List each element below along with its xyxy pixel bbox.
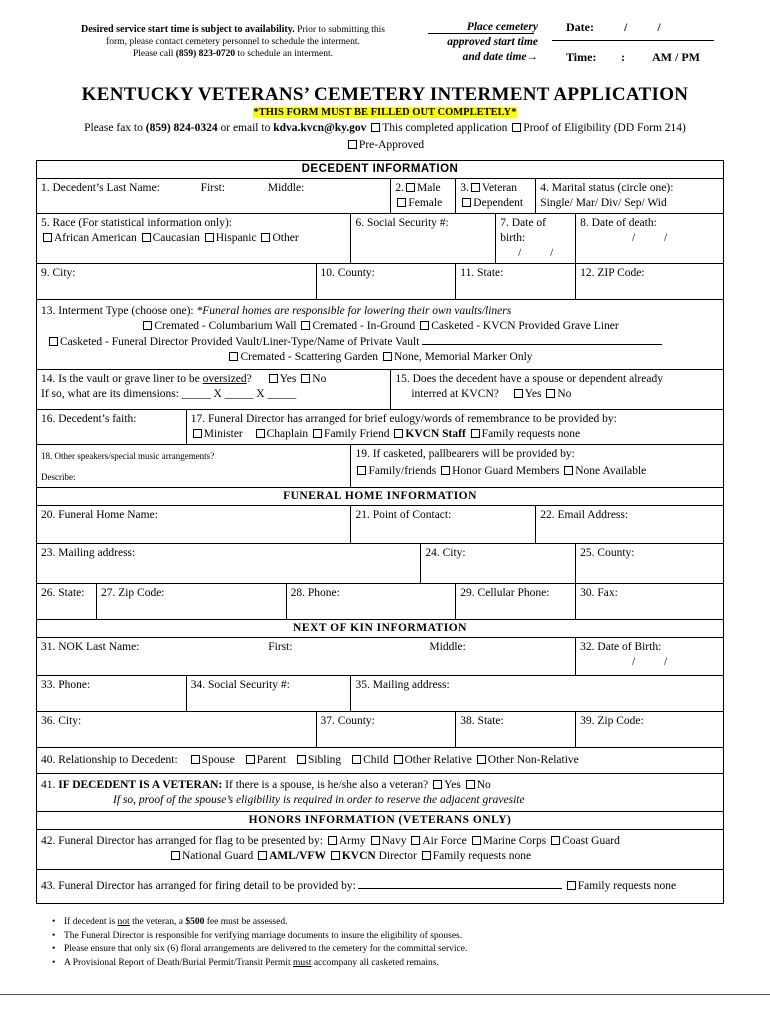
flag-kvcn-director-checkbox[interactable] <box>331 851 340 860</box>
decedent-city-field[interactable]: 9. City: <box>37 264 317 300</box>
flag-coast-guard-checkbox[interactable] <box>551 836 560 845</box>
place-cemetery-note: Place cemetery approved start time and date time→ <box>447 21 538 63</box>
time-label: Time: <box>566 50 597 64</box>
flag-navy-checkbox[interactable] <box>371 836 380 845</box>
ssn-field[interactable]: 6. Social Security #: <box>351 214 496 264</box>
flag-national-guard-checkbox[interactable] <box>171 851 180 860</box>
decedent-name-field[interactable]: 1. Decedent’s Last Name: First: Middle: <box>37 179 391 214</box>
flag-presentation-field: 42. Funeral Director has arranged for flag to be presented by: Army Navy Air Force Marine Corps Coast Guard National Guard AML/VFW KVCN Director Family requests none <box>37 830 724 870</box>
eulogy-chaplain-checkbox[interactable] <box>256 429 265 438</box>
flag-aml-vfw-checkbox[interactable] <box>258 851 267 860</box>
other-speakers-field[interactable]: 18. Other speakers/special music arrangements? Describe: <box>37 445 351 488</box>
nok-name-field[interactable]: 31. NOK Last Name: First: Middle: <box>37 638 576 676</box>
oversized-yes-checkbox[interactable] <box>269 374 278 383</box>
relationship-other-non-relative-checkbox[interactable] <box>477 755 486 764</box>
firing-detail-field: 43. Funeral Director has arranged for firing detail to be provided by: Family requests none <box>37 870 724 904</box>
spouse-interred-no-checkbox[interactable] <box>546 389 555 398</box>
spouse-interred-field: 15. Does the decedent have a spouse or dependent already interred at KVCN? Yes No <box>391 370 724 410</box>
nok-date-of-birth-field[interactable]: 32. Date of Birth: / / <box>576 638 724 676</box>
funeral-cell-phone-field[interactable]: 29. Cellular Phone: <box>456 584 576 620</box>
funeral-mailing-address-field[interactable]: 23. Mailing address: <box>37 544 421 584</box>
relationship-spouse-checkbox[interactable] <box>191 755 200 764</box>
funeral-email-field[interactable]: 22. Email Address: <box>536 506 724 544</box>
race-field: 5. Race (For statistical information only): African American Caucasian Hispanic Other <box>37 214 351 264</box>
spouse-veteran-field: 41. IF DECEDENT IS A VETERAN: If there is a spouse, is he/she also a veteran? Yes No If so, proof of the spouse’s eligibility is required in order to reserve the adjacent gravesite <box>37 774 724 812</box>
race-other-checkbox[interactable] <box>261 233 270 242</box>
honors-section-header: HONORS INFORMATION (VETERANS ONLY) <box>37 812 724 830</box>
flag-army-checkbox[interactable] <box>328 836 337 845</box>
decedent-county-field[interactable]: 10. County: <box>316 264 456 300</box>
spouse-veteran-no-checkbox[interactable] <box>466 780 475 789</box>
cremated-columbarium-checkbox[interactable] <box>143 321 152 330</box>
nok-state-field[interactable]: 38. State: <box>456 712 576 748</box>
eulogy-minister-checkbox[interactable] <box>193 429 202 438</box>
relationship-field: 40. Relationship to Decedent: Spouse Parent Sibling Child Other Relative Other Non-Relative <box>37 748 724 774</box>
memorial-marker-only-checkbox[interactable] <box>383 352 392 361</box>
pallbearers-honor-guard-checkbox[interactable] <box>441 466 450 475</box>
completed-application-checkbox[interactable] <box>371 123 380 132</box>
flag-marine-corps-checkbox[interactable] <box>472 836 481 845</box>
notes-list <box>64 916 467 970</box>
sex-field: 2. Male Female <box>391 179 456 214</box>
relationship-parent-checkbox[interactable] <box>246 755 255 764</box>
spouse-veteran-yes-checkbox[interactable] <box>433 780 442 789</box>
relationship-child-checkbox[interactable] <box>352 755 361 764</box>
race-hispanic-checkbox[interactable] <box>205 233 214 242</box>
firing-family-requests-none-checkbox[interactable] <box>567 881 576 890</box>
date-label: Date: <box>566 20 594 34</box>
funeral-city-field[interactable]: 24. City: <box>421 544 576 584</box>
place-divider <box>428 33 534 34</box>
dependent-checkbox[interactable] <box>462 198 471 207</box>
funeral-state-field[interactable]: 26. State: <box>37 584 97 620</box>
decedent-section-header: DECEDENT INFORMATION <box>37 161 724 179</box>
eulogy-kvcn-staff-checkbox[interactable] <box>394 429 403 438</box>
eulogy-family-requests-none-checkbox[interactable] <box>471 429 480 438</box>
pallbearers-family-checkbox[interactable] <box>357 466 366 475</box>
funeral-home-section-header: FUNERAL HOME INFORMATION <box>37 488 724 506</box>
race-caucasian-checkbox[interactable] <box>142 233 151 242</box>
private-vault-name-line[interactable] <box>422 334 662 345</box>
availability-notice: Desired service start time is subject to availability. Prior to submitting this form, please contact cemetery personnel to schedule the interment. Please call (859) 823-0720 to schedule an interment. <box>81 24 385 59</box>
next-of-kin-section-header: NEXT OF KIN INFORMATION <box>37 620 724 638</box>
flag-air-force-checkbox[interactable] <box>411 836 420 845</box>
race-african-american-checkbox[interactable] <box>43 233 52 242</box>
note-fee: • If decedent is not the veteran, a $500 fee must be assessed. <box>64 916 467 930</box>
funeral-home-name-field[interactable]: 20. Funeral Home Name: <box>37 506 351 544</box>
marital-status-field[interactable]: 4. Marital status (circle one): Single/ Mar/ Div/ Sep/ Wid <box>536 179 724 214</box>
female-checkbox[interactable] <box>397 198 406 207</box>
funeral-county-field[interactable]: 25. County: <box>576 544 724 584</box>
date-slashes: / / <box>624 20 661 34</box>
am-pm-label: AM / PM <box>652 50 700 64</box>
submission-instructions: Please fax to (859) 824-0324 or email to kdva.kvcn@ky.gov This completed application Proof of Eligibility (DD Form 214) <box>84 122 686 134</box>
funeral-fax-field[interactable]: 30. Fax: <box>576 584 724 620</box>
note-permit: • A Provisional Report of Death/Burial Permit/Transit Permit must accompany all casketed remains. <box>64 957 467 971</box>
form-title: KENTUCKY VETERANS’ CEMETERY INTERMENT APPLICATION <box>81 84 689 105</box>
interment-type-field: 13. Interment Type (choose one): *Funeral homes are responsible for lowering their own vaults/liners Cremated - Columbarium Wall Cremated - In-Ground Casketed - KVCN Provided Grave Liner Casketed - Funeral Director Provided Vault/Liner-Type/Name of Private Vault Cremated - Scattering Garden None, Memorial Marker Only <box>37 300 724 370</box>
casketed-kvcn-liner-checkbox[interactable] <box>420 321 429 330</box>
complete-warning: *THIS FORM MUST BE FILLED OUT COMPLETELY* <box>253 107 517 118</box>
cremated-in-ground-checkbox[interactable] <box>301 321 310 330</box>
relationship-sibling-checkbox[interactable] <box>297 755 306 764</box>
male-checkbox[interactable] <box>406 183 415 192</box>
oversized-no-checkbox[interactable] <box>301 374 310 383</box>
pallbearers-field: 19. If casketed, pallbearers will be provided by: Family/friends Honor Guard Members None Available <box>351 445 724 488</box>
nok-zip-field[interactable]: 39. Zip Code: <box>576 712 724 748</box>
nok-ssn-field[interactable]: 34. Social Security #: <box>186 676 351 712</box>
scattering-garden-checkbox[interactable] <box>229 352 238 361</box>
point-of-contact-field[interactable]: 21. Point of Contact: <box>351 506 536 544</box>
decedent-zip-field[interactable]: 12. ZIP Code: <box>576 264 724 300</box>
veteran-checkbox[interactable] <box>471 183 480 192</box>
relationship-other-relative-checkbox[interactable] <box>394 755 403 764</box>
pallbearers-none-checkbox[interactable] <box>564 466 573 475</box>
nok-mailing-address-field[interactable]: 35. Mailing address: <box>351 676 724 712</box>
eulogy-family-friend-checkbox[interactable] <box>313 429 322 438</box>
nok-phone-field[interactable]: 33. Phone: <box>37 676 187 712</box>
note-marriage-docs: • The Funeral Director is responsible for verifying marriage documents to insure the eligibility of spouses. <box>64 930 467 944</box>
proof-of-eligibility-checkbox[interactable] <box>512 123 521 132</box>
date-of-birth-field[interactable]: 7. Date of birth: / / <box>496 214 576 264</box>
status-field: 3. Veteran Dependent <box>456 179 536 214</box>
eulogy-field: 17. Funeral Director has arranged for brief eulogy/words of remembrance to be provided by: Minister Chaplain Family Friend KVCN Staff Family requests none <box>186 410 723 445</box>
footer-rule <box>0 994 770 995</box>
date-of-death-field[interactable]: 8. Date of death: / / <box>576 214 724 264</box>
time-colon: : <box>621 50 625 64</box>
nok-county-field[interactable]: 37. County: <box>316 712 456 748</box>
funeral-zip-field[interactable]: 27. Zip Code: <box>96 584 286 620</box>
oversized-vault-field: 14. Is the vault or grave liner to be oversized? Yes No If so, what are its dimensions: _____ X _____ X _____ <box>37 370 391 410</box>
decedent-faith-field[interactable]: 16. Decedent’s faith: <box>37 410 187 445</box>
nok-city-field[interactable]: 36. City: <box>37 712 317 748</box>
funeral-phone-field[interactable]: 28. Phone: <box>286 584 456 620</box>
spouse-interred-yes-checkbox[interactable] <box>514 389 523 398</box>
date-time-rule <box>552 40 714 41</box>
casketed-private-vault-checkbox[interactable] <box>49 337 58 346</box>
flag-family-requests-none-checkbox[interactable] <box>422 851 431 860</box>
application-form <box>36 160 724 904</box>
firing-detail-line[interactable] <box>358 878 562 889</box>
pre-approved-option: Pre-Approved <box>0 139 770 151</box>
pre-approved-checkbox[interactable] <box>348 140 357 149</box>
note-floral: • Please ensure that only six (6) floral arrangements are delivered to the cemetery for the committal service. <box>64 943 467 957</box>
decedent-state-field[interactable]: 11. State: <box>456 264 576 300</box>
